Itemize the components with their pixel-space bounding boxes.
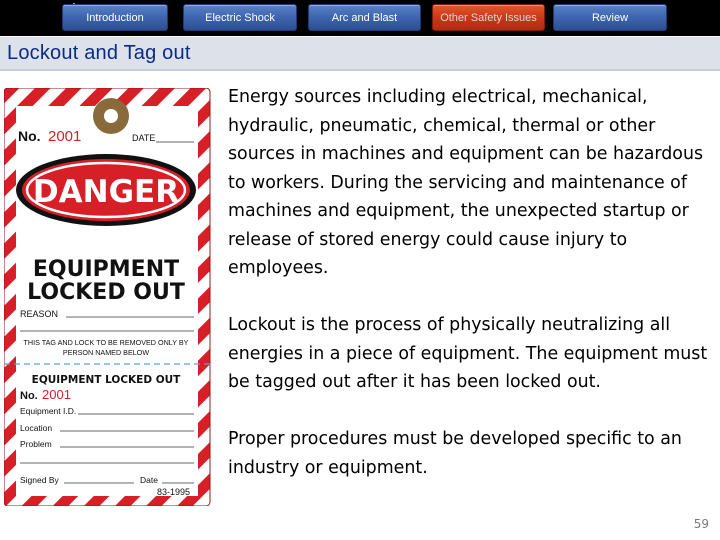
tag-notice-line1: THIS TAG AND LOCK TO BE REMOVED ONLY BY — [23, 338, 189, 347]
paragraph-lockout-definition: Lockout is the process of physically neutralizing all energies in a piece of equipment. The equipment must be tagged out after it has been locked out. — [228, 315, 708, 392]
tag-heading-line2: LOCKED OUT — [27, 280, 185, 305]
tag-stub-heading: EQUIPMENT LOCKED OUT — [31, 374, 181, 386]
slide-body-text — [228, 83, 713, 511]
top-navigation-bar — [0, 0, 720, 36]
tag-date2-label: Date — [140, 475, 158, 485]
tag-heading-line1: EQUIPMENT — [32, 257, 180, 282]
tag-number-label: No. — [18, 128, 41, 144]
paragraph-procedures: Proper procedures must be developed specific to an industry or equipment. — [228, 429, 682, 478]
nav-button-arc-and-blast[interactable]: Arc and Blast — [308, 4, 421, 31]
tag-form-code: 83-1995 — [156, 487, 190, 497]
tag-problem-label: Problem — [20, 439, 52, 449]
page-number: 59 — [693, 517, 709, 531]
nav-button-other-safety-issues[interactable]: Other Safety Issues — [432, 4, 545, 31]
paragraph-energy-sources: Energy sources including electrical, mechanical, hydraulic, pneumatic, chemical, thermal or other sources in machines and equipment can be hazardous to workers. During the servicing and maintenance of machines and equipment, the unexpected startup or release of stored energy could cause injury to employees. — [228, 87, 704, 278]
tag-stub-number: 2001 — [42, 387, 71, 402]
tag-number: 2001 — [48, 128, 82, 145]
danger-text: DANGER — [32, 174, 180, 210]
nav-button-introduction[interactable]: Introduction — [62, 4, 168, 31]
tag-stub-number-label: No. — [20, 390, 38, 402]
nav-button-electric-shock[interactable]: Electric Shock — [183, 4, 297, 31]
tag-signed-by-label: Signed By — [20, 475, 59, 485]
slide-title-bar — [0, 37, 720, 71]
tag-date-label: DATE — [132, 133, 156, 143]
tag-location-label: Location — [20, 423, 53, 433]
tag-reason-label: REASON — [20, 309, 59, 319]
tag-equipment-id-label: Equipment I.D. — [20, 406, 77, 416]
nav-button-review[interactable]: Review — [553, 4, 667, 31]
tag-notice-line2: PERSON NAMED BELOW — [62, 348, 150, 357]
danger-lockout-tag-image — [4, 88, 214, 506]
slide-title: Lockout and Tag out — [7, 42, 191, 64]
